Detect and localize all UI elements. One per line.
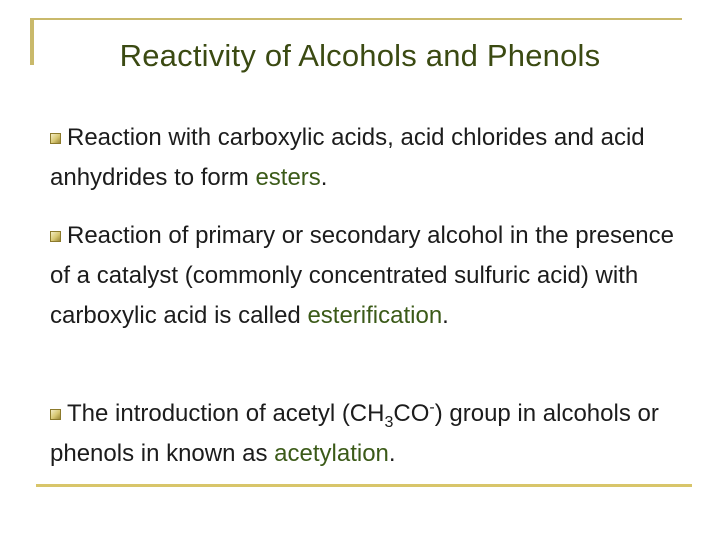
- bullet-3-keyword: acetylation: [274, 440, 389, 467]
- bullet-1-text: Reaction with carboxylic acids, acid chlorides and acid anhydrides to form: [50, 124, 645, 191]
- bullet-3-text-after: ) group in alcohols or phenols in known as: [50, 400, 659, 467]
- bullet-2-end: .: [442, 302, 449, 329]
- frame-top-line: [30, 18, 682, 20]
- bullet-3-text-mid: CO: [393, 400, 430, 427]
- bullet-3-end: .: [388, 440, 396, 467]
- slide-title: Reactivity of Alcohols and Phenols: [119, 38, 601, 73]
- checkbox-square-bullet-icon: [50, 231, 61, 242]
- bullet-3-text-before: The introduction of acetyl (CH: [67, 400, 385, 427]
- bullet-1-keyword: esters: [255, 164, 321, 191]
- checkbox-square-bullet-icon: [50, 409, 61, 420]
- bullet-3-subscript: 3: [384, 413, 394, 431]
- bullet-2-keyword: esterification: [307, 302, 443, 329]
- bullet-item-1: [50, 118, 690, 198]
- bullet-item-2: [50, 216, 690, 336]
- bullet-3-superscript: -: [429, 399, 435, 416]
- checkbox-square-bullet-icon: [50, 133, 61, 144]
- bullet-item-3: [50, 394, 690, 474]
- frame-bottom-line: [36, 484, 692, 487]
- bullet-1-end: .: [320, 164, 328, 191]
- bullet-2-text: Reaction of primary or secondary alcohol in the presence of a catalyst (commonly concentrated sulfuric acid) with carboxylic acid is called: [50, 222, 674, 329]
